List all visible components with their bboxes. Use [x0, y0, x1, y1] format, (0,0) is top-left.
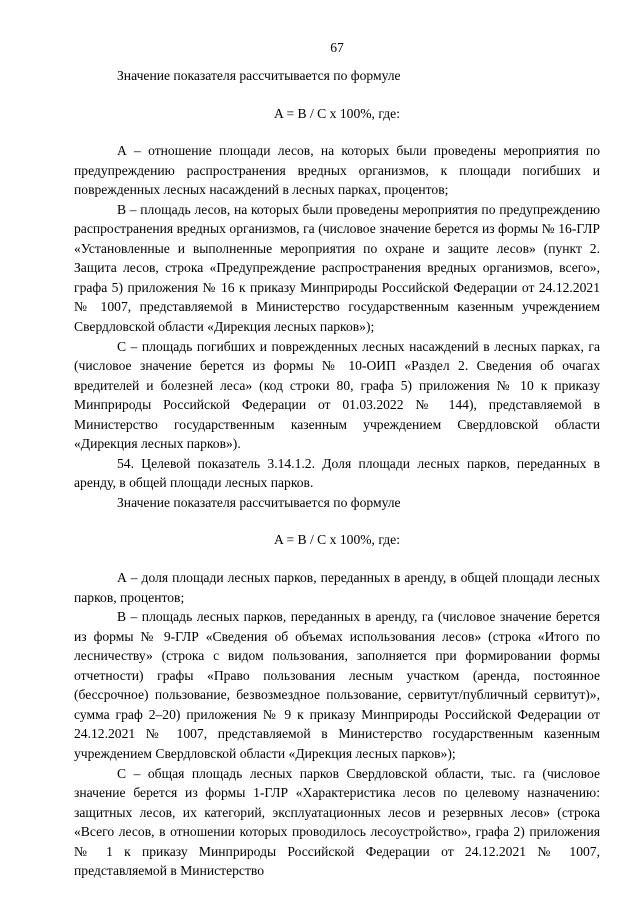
definition-c: С – площадь погибших и поврежденных лесных насаждений в лесных парках, га (числовое значение берется из формы № 10-ОИП «Раздел 2. Сведения об очагах вредителей и болезней леса» (код строки 80, графа 5) приложения № 10 к приказу Минприроды Российской Федерации от 01.03.2022 № 144), представляемой в Министерство государственным казенным учреждением Свердловской области «Дирекция лесных парков»). — [74, 338, 600, 452]
document-page — [74, 38, 600, 881]
formula-intro: Значение показателя рассчитывается по формуле — [117, 68, 401, 83]
formula-intro: Значение показателя рассчитывается по формуле — [117, 494, 401, 510]
definition-a: А – отношение площади лесов, на которых были проведены мероприятия по предупреждению распространения вредных организмов, к площади погибших и поврежденных лесных насаждений в лесных парках, процентов; — [74, 143, 600, 198]
definition-a: А – доля площади лесных парков, переданных в аренду, в общей площади лесных парков, процентов; — [74, 570, 600, 605]
indicator-heading: 54. Целевой показатель 3.14.1.2. Доля площади лесных парков, переданных в аренду, в общей площади лесных парков. — [74, 455, 600, 491]
formula: A = B / C x 100%, где: — [274, 532, 400, 548]
definition-b: В – площадь лесов, на которых были проведены мероприятия по предупреждению распространения вредных организмов, га (числовое значение берется из формы № 16-ГЛР «Установленные и выполненные мероприятия по охране и защите лесов» (пункт 2. Защита лесов, строка «Предупреждение распространения вредных организмов, всего», графа 5) приложения № 16 к приказу Минприроды Российской Федерации от 24.12.2021 № 1007, представляемой в Министерство государственным казенным учреждением Свердловской области «Дирекция лесных парков»); — [74, 201, 600, 335]
formula: A = B / C x 100%, где: — [274, 105, 400, 121]
definition-c: С – общая площадь лесных парков Свердловской области, тыс. га (числовое значение берется из формы 1-ГЛР «Характеристика лесов по целевому назначению: защитных лесов, их категорий, эксплуатационных лесов и резервных лесов» (строка «Всего лесов, в отношении которых проводилось лесоустройство», графа 2) приложения № 1 к приказу Минприроды Российской Федерации от 24.12.2021 № 1007, представляемой в Министерство — [74, 765, 600, 879]
definition-b: В – площадь лесных парков, переданных в аренду, га (числовое значение берется из формы № 9-ГЛР «Сведения об объемах использования лесов» (строка «Итого по лесничеству» (строка с видом пользования, заполняется при формировании формы отчетности) графы «Право пользования лесным участком (аренда, постоянное (бессрочное) пользование, безвозмездное пользование, сервитут/публичный сервитут)», сумма граф 2–20) приложения № 9 к приказу Минприроды Российской Федерации от 24.12.2021 № 1007, представляемой в Министерство государственным казенным учреждением Свердловской области «Дирекция лесных парков»); — [74, 609, 600, 761]
page-number: 67 — [330, 40, 344, 55]
